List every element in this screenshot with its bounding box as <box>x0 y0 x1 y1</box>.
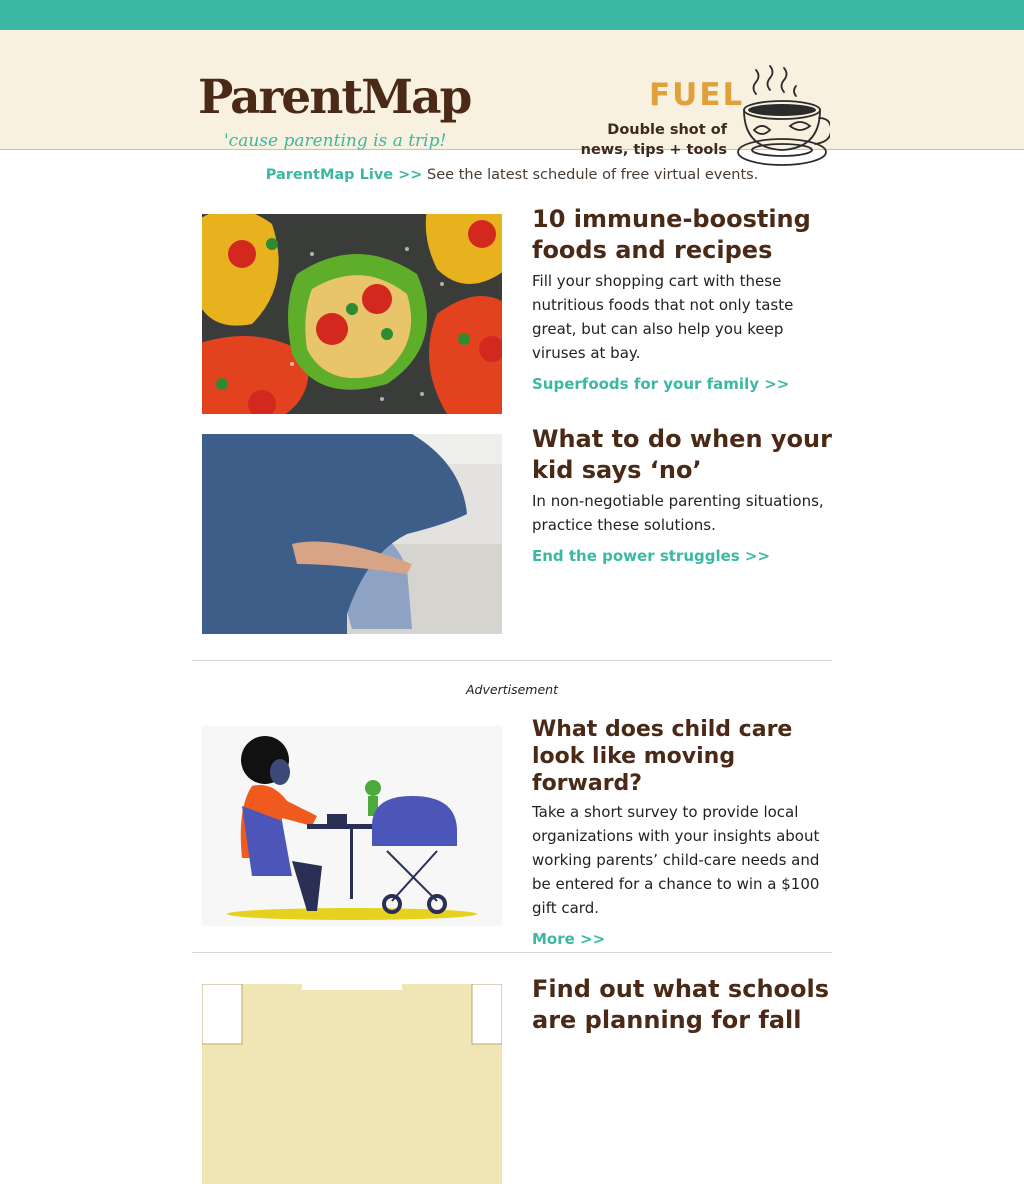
article-description: In non-negotiable parenting situations, practice these solutions. <box>532 492 824 534</box>
fuel-subtitle-line1: Double shot of <box>607 122 727 138</box>
article-title[interactable]: What does child care look like moving forward? <box>532 717 793 796</box>
child-care-survey-image[interactable] <box>202 726 502 926</box>
article-title[interactable]: Find out what schools are planning for fall <box>532 975 830 1034</box>
fuel-subtitle <box>581 120 727 160</box>
logo-tagline: 'cause parenting is a trip! <box>224 131 447 151</box>
article-description: Take a short survey to provide local organizations with your insights about working parents’ child-care needs and be entered for a chance to win a $100 gift card. <box>532 803 820 917</box>
article-title[interactable]: 10 immune-boosting foods and recipes <box>532 205 811 264</box>
live-banner-text: See the latest schedule of free virtual events. <box>422 167 759 183</box>
fuel-title: FUEL <box>649 77 745 113</box>
parent-child-image[interactable] <box>202 434 502 634</box>
divider <box>192 660 832 661</box>
classroom-image[interactable] <box>202 984 502 1184</box>
article-link[interactable]: Superfoods for your family >> <box>532 375 790 393</box>
article-link[interactable]: End the power struggles >> <box>532 547 771 565</box>
article-text <box>532 204 837 393</box>
stuffed-peppers-image[interactable] <box>202 214 502 414</box>
top-accent-bar <box>0 0 1024 30</box>
advertisement-label: Advertisement <box>466 682 558 697</box>
divider <box>192 952 832 953</box>
fuel-subtitle-line2: news, tips + tools <box>580 142 727 158</box>
live-events-banner <box>0 167 1024 183</box>
article-link[interactable]: More >> <box>532 930 606 948</box>
article-description: Fill your shopping cart with these nutritious foods that not only taste great, but can also help you keep viruses at bay. <box>532 272 794 362</box>
coffee-cup-icon <box>734 64 830 172</box>
article-text <box>532 424 837 565</box>
article-text <box>532 974 837 1036</box>
article-text <box>532 716 837 948</box>
parentmap-logo[interactable]: ParentMap <box>198 70 471 125</box>
article-title[interactable]: What to do when your kid says ‘no’ <box>532 425 832 484</box>
parentmap-live-link[interactable]: ParentMap Live >> <box>265 167 423 183</box>
header <box>0 30 1024 158</box>
